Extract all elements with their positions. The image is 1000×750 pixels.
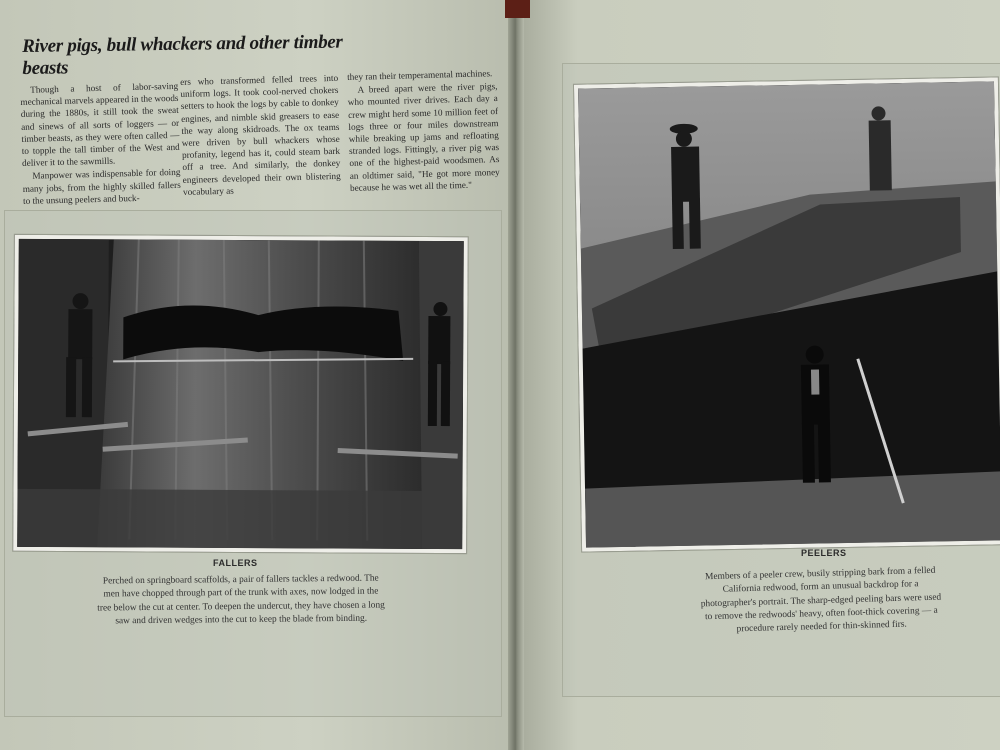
fallers-caption: Perched on springboard scaffolds, a pair of fallers tackles a redwood. The men have chopped through part of the trunk with axes, now lodged in the tree below the cut at center. To deepen the undercut, they have chosen a long saw and driven wedges into the cut to keep the blade from binding. bbox=[97, 573, 385, 627]
book-gutter bbox=[508, 0, 524, 750]
paragraph: Manpower was indispensable for doing many jobs, from the highly skilled fallers to the unsung peelers and buck- bbox=[22, 167, 181, 206]
paragraph: A breed apart were the river pigs, who mounted river drives. Each day a crew might herd some 10 million feet of logs three or four miles downstream while breaking up jams and refloating stranded logs. Fittingly, a river pig was one of the highest-paid woodsmen. As an oldtimer said, "He got more money because he was wet all the time." bbox=[347, 81, 500, 193]
body-column-2 bbox=[180, 72, 341, 198]
peelers-photo bbox=[574, 77, 1000, 551]
fallers-photo-image bbox=[17, 239, 464, 549]
paragraph: they ran their temperamental machines. bbox=[347, 68, 493, 82]
book-spine bbox=[505, 0, 530, 18]
fallers-caption-title: FALLERS bbox=[213, 558, 258, 568]
body-column-1 bbox=[20, 80, 181, 207]
peelers-caption-title: PEELERS bbox=[801, 548, 847, 558]
paragraph: ers who transformed felled trees into uniform logs. It took cool-nerved chokers setters to hook the logs by cable to donkey engines, and nimble skid greasers to ease the way along skidroads. The ox teams were driven by bull whackers whose profanity, legend has it, could steam bark off a tree. And similarly, the donkey engineers developed their own blistering vocabulary as bbox=[180, 72, 341, 197]
fallers-photo bbox=[13, 235, 468, 553]
body-column-3 bbox=[347, 67, 500, 194]
peelers-caption: Members of a peeler crew, busily stripping bark from a felled California redwood, form an unusual backdrop for a photographer's portrait. The sharp-edged peeling bars were used to remove the redwoods' heavy, often foot-thick covering — a procedure rarely needed for thin-skinned firs. bbox=[700, 565, 942, 635]
peelers-photo-image bbox=[578, 81, 1000, 547]
headline: River pigs, bull whackers and other timber beasts bbox=[22, 31, 343, 79]
paragraph: Though a host of labor-saving mechanical marvels appeared in the woods during the 1880s, it still took the sweat and sinews of all sorts of loggers — or timber beasts, as they were often called — to topple the tall timber of the West and deliver it to the sawmills. bbox=[20, 80, 180, 169]
